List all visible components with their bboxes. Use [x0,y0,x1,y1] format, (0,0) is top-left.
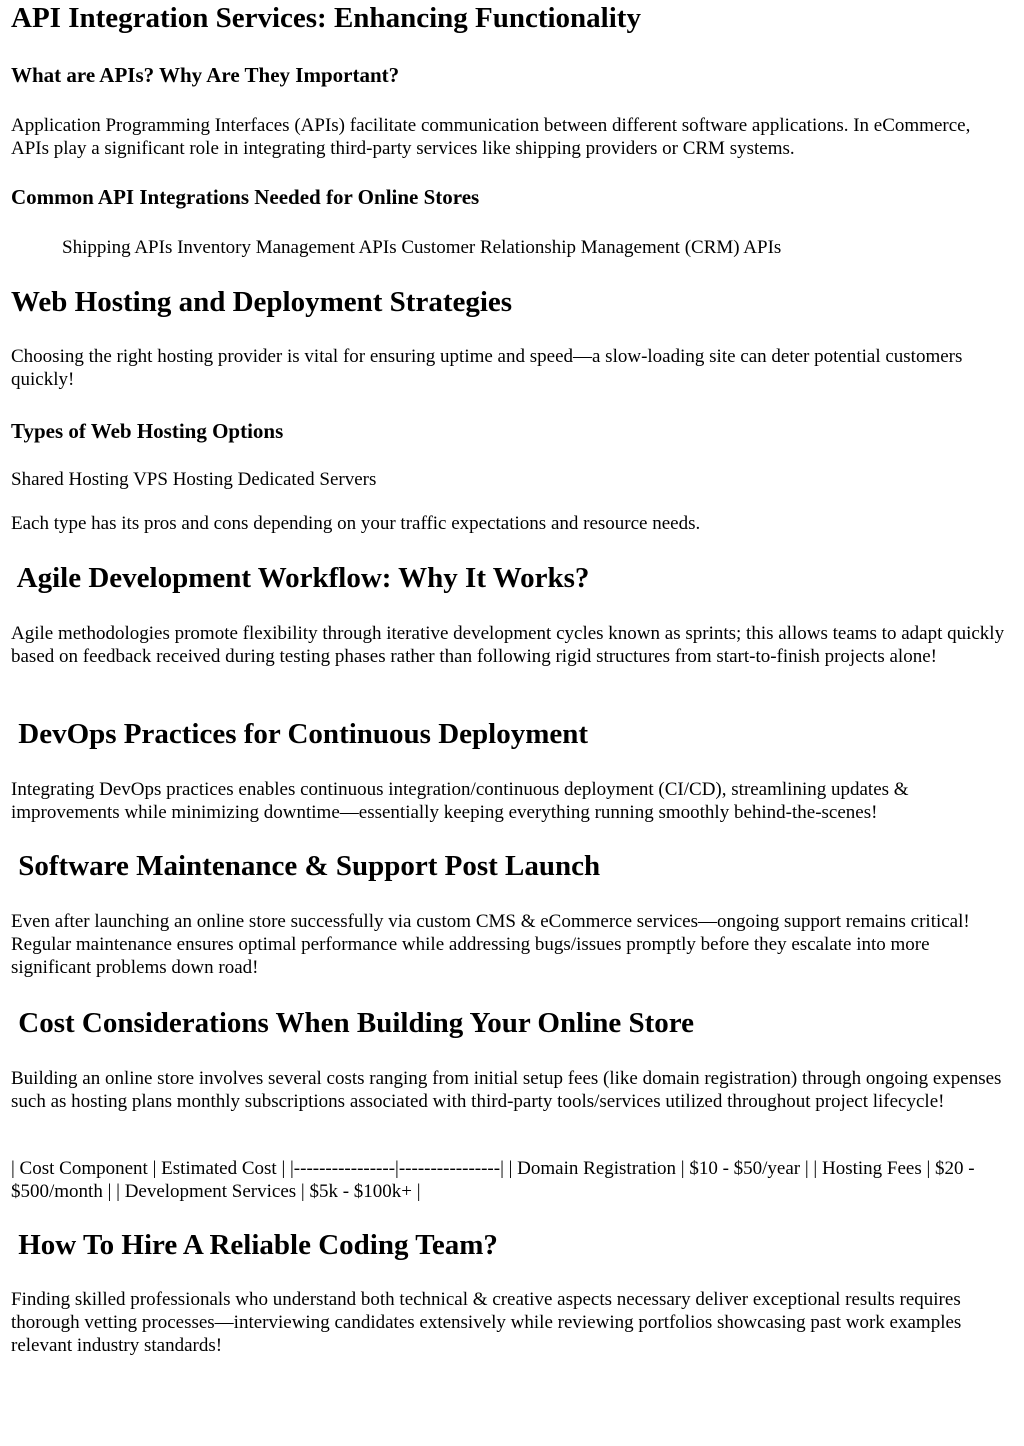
common-api-integrations-heading: Common API Integrations Needed for Online Stores [11,185,480,209]
web-hosting-paragraph: Choosing the right hosting provider is vital for ensuring uptime and speed—a slow-loading site can deter potential customers quickly! [11,346,963,390]
what-are-apis-heading: What are APIs? Why Are They Important? [11,63,400,87]
hire-coding-team-paragraph: Finding skilled professionals who understand both technical & creative aspects necessary deliver exceptional results requires thorough vetting processes—interviewing candidates extensively while reviewing portfolios showcasing past work examples relevant industry standards! [11,1289,962,1356]
maintenance-paragraph: Even after launching an online store successfully via custom CMS & eCommerce services—ongoing support remains critical! Regular maintenance ensures optimal performance while addressing bugs/issues promptly before they escalate into more significant problems down road! [11,911,970,978]
common-api-integrations-list: Shipping APIs Inventory Management APIs Customer Relationship Management (CRM) APIs [62,237,782,258]
cost-table-text: | Cost Component | Estimated Cost | |----------------|----------------| | Domain Registration | $10 - $50/year | | Hosting Fees | $20 - $500/month | | Development Services | $5k - $100k+ | [11,1158,975,1202]
api-integration-heading: API Integration Services: Enhancing Functionality [11,2,641,34]
devops-paragraph: Integrating DevOps practices enables continuous integration/continuous deployment (CI/CD), streamlining updates & improvements while minimizing downtime—essentially keeping everything running smoothly behind-the-scenes! [11,779,909,823]
hosting-options-heading: Types of Web Hosting Options [11,419,284,443]
devops-heading: DevOps Practices for Continuous Deployment [11,718,589,750]
what-are-apis-paragraph: Application Programming Interfaces (APIs) facilitate communication between different software applications. In eCommerce, APIs play a significant role in integrating third-party services like shipping providers or CRM systems. [11,115,971,159]
web-hosting-heading: Web Hosting and Deployment Strategies [11,286,513,318]
hire-coding-team-heading: How To Hire A Reliable Coding Team? [11,1229,498,1261]
maintenance-heading: Software Maintenance & Support Post Launch [11,850,601,882]
agile-workflow-paragraph: Agile methodologies promote flexibility through iterative development cycles known as sprints; this allows teams to adapt quickly based on feedback received during testing phases rather than following rigid structures from start-to-finish projects alone! [11,623,1005,667]
cost-considerations-heading: Cost Considerations When Building Your Online Store [11,1007,694,1039]
hosting-options-list: Shared Hosting VPS Hosting Dedicated Servers [11,469,377,490]
cost-considerations-paragraph: Building an online store involves several costs ranging from initial setup fees (like domain registration) through ongoing expenses such as hosting plans monthly subscriptions associated with third-party tools/services utilized throughout project lifecycle! [11,1068,1002,1112]
hosting-options-paragraph: Each type has its pros and cons depending on your traffic expectations and resource needs. [11,513,701,534]
agile-workflow-heading: Agile Development Workflow: Why It Works? [11,562,590,594]
